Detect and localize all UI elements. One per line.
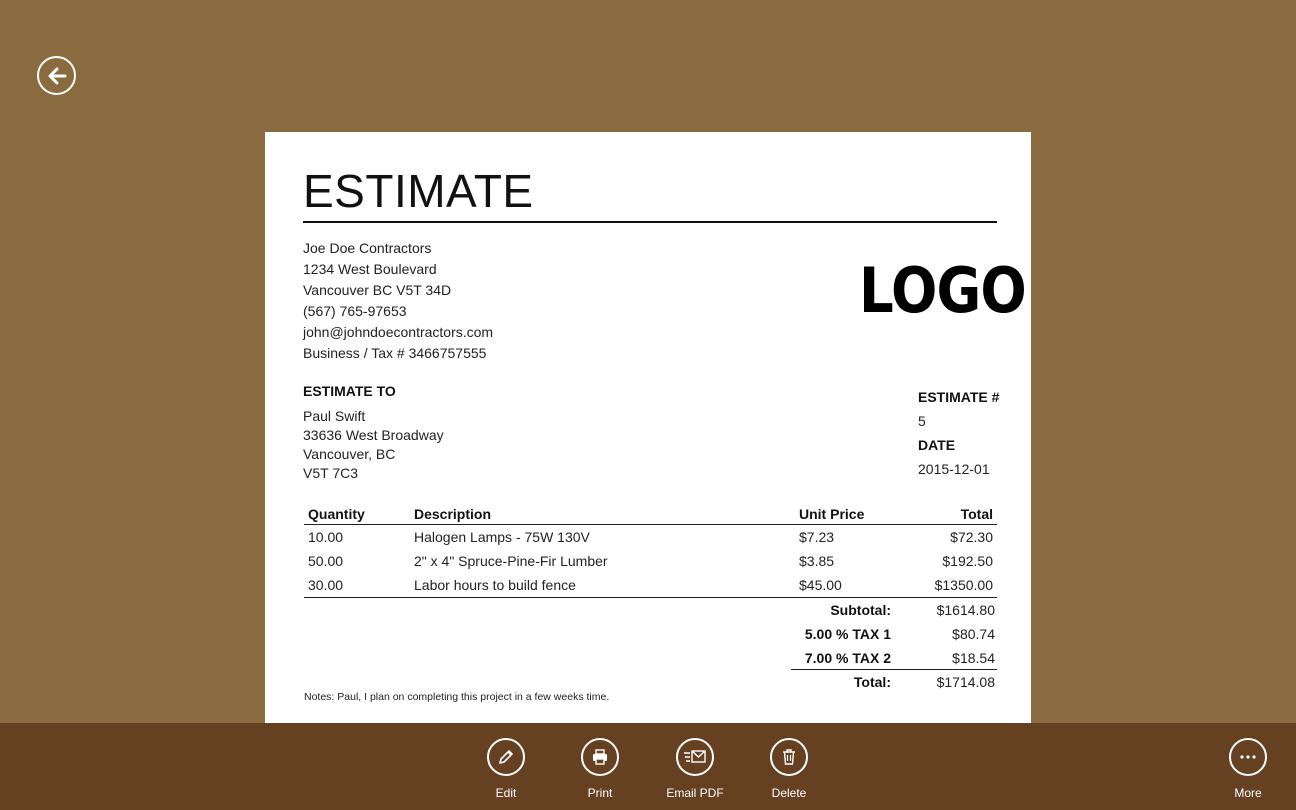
tax1-row [791, 622, 997, 646]
email-pdf-button[interactable] [650, 738, 740, 800]
table-row [304, 549, 997, 573]
delete-label: Delete [771, 786, 807, 800]
cell-total: $1350.00 [915, 573, 997, 598]
sender-email: john@johndoecontractors.com [303, 324, 494, 340]
edit-button[interactable] [461, 738, 551, 800]
cell-quantity: 30.00 [304, 573, 410, 598]
title-divider [303, 221, 997, 223]
table-row [304, 573, 997, 598]
recipient-city: Vancouver, BC [303, 446, 396, 462]
company-logo: LOGO [859, 254, 1026, 327]
document-title: ESTIMATE [303, 165, 534, 217]
sender-address [303, 238, 493, 364]
tax2-label: 7.00 % TAX 2 [804, 650, 891, 666]
recipient-street: 33636 West Broadway [303, 427, 444, 443]
table-row [304, 524, 997, 549]
tax2-value: $18.54 [952, 650, 995, 666]
arrow-left-icon [46, 65, 68, 87]
cell-unit-price: $3.85 [799, 552, 835, 569]
estimate-notes: Notes: Paul, I plan on completing this project in a few weeks time. [304, 691, 610, 703]
cell-quantity: 50.00 [308, 552, 344, 569]
estimate-number-value: 5 [918, 413, 926, 429]
table-header-row [304, 505, 997, 524]
tax2-row [791, 646, 997, 670]
cell-description: 2" x 4" Spruce-Pine-Fir Lumber [414, 552, 608, 569]
grand-total-label: Total: [853, 674, 891, 690]
sender-company: Joe Doe Contractors [303, 240, 432, 256]
sender-city: Vancouver BC V5T 34D [303, 282, 452, 298]
cell-total: $192.50 [942, 552, 993, 569]
estimate-date-value: 2015-12-01 [918, 461, 990, 477]
recipient-heading: ESTIMATE TO [303, 383, 396, 399]
email-send-icon [683, 747, 707, 767]
app-bar [0, 723, 1296, 810]
back-button[interactable] [37, 56, 76, 95]
edit-label: Edit [495, 786, 517, 800]
column-header-unit-price: Unit Price [795, 505, 915, 524]
cell-description: Halogen Lamps - 75W 130V [414, 528, 590, 545]
pencil-icon [496, 747, 516, 767]
line-items-table [304, 505, 997, 598]
tax1-label: 5.00 % TAX 1 [804, 626, 891, 642]
more-label: More [1234, 786, 1262, 800]
email-pdf-label: Email PDF [666, 786, 724, 800]
delete-button[interactable] [744, 738, 834, 800]
estimate-number-label: ESTIMATE # [918, 389, 1000, 405]
cell-unit-price: $45.00 [795, 573, 915, 598]
subtotal-row [791, 598, 997, 622]
sender-street: 1234 West Boulevard [303, 261, 437, 277]
cell-total: $72.30 [950, 528, 993, 545]
column-header-total: Total [915, 505, 997, 524]
cell-description: Labor hours to build fence [410, 573, 795, 598]
more-dots-icon [1238, 747, 1258, 767]
subtotal-value: $1614.80 [936, 602, 995, 618]
print-button[interactable] [555, 738, 645, 800]
print-label: Print [587, 786, 613, 800]
estimate-document [265, 132, 1031, 723]
cell-unit-price: $7.23 [799, 528, 835, 545]
column-header-quantity: Quantity [304, 505, 410, 524]
printer-icon [590, 747, 610, 767]
recipient-name: Paul Swift [303, 408, 366, 424]
more-button[interactable] [1203, 738, 1293, 800]
recipient-postal: V5T 7C3 [303, 465, 358, 481]
sender-tax-id: Business / Tax # 3466757555 [303, 345, 487, 361]
column-header-description: Description [410, 505, 795, 524]
cell-quantity: 10.00 [308, 528, 344, 545]
recipient-address [303, 407, 444, 483]
tax1-value: $80.74 [952, 626, 995, 642]
totals-block [791, 598, 997, 694]
estimate-date-label: DATE [918, 437, 956, 453]
sender-phone: (567) 765-97653 [303, 303, 407, 319]
trash-icon [779, 747, 799, 767]
estimate-meta [918, 388, 999, 484]
grand-total-row [791, 670, 997, 694]
grand-total-value: $1714.08 [936, 674, 995, 690]
subtotal-label: Subtotal: [830, 602, 891, 618]
